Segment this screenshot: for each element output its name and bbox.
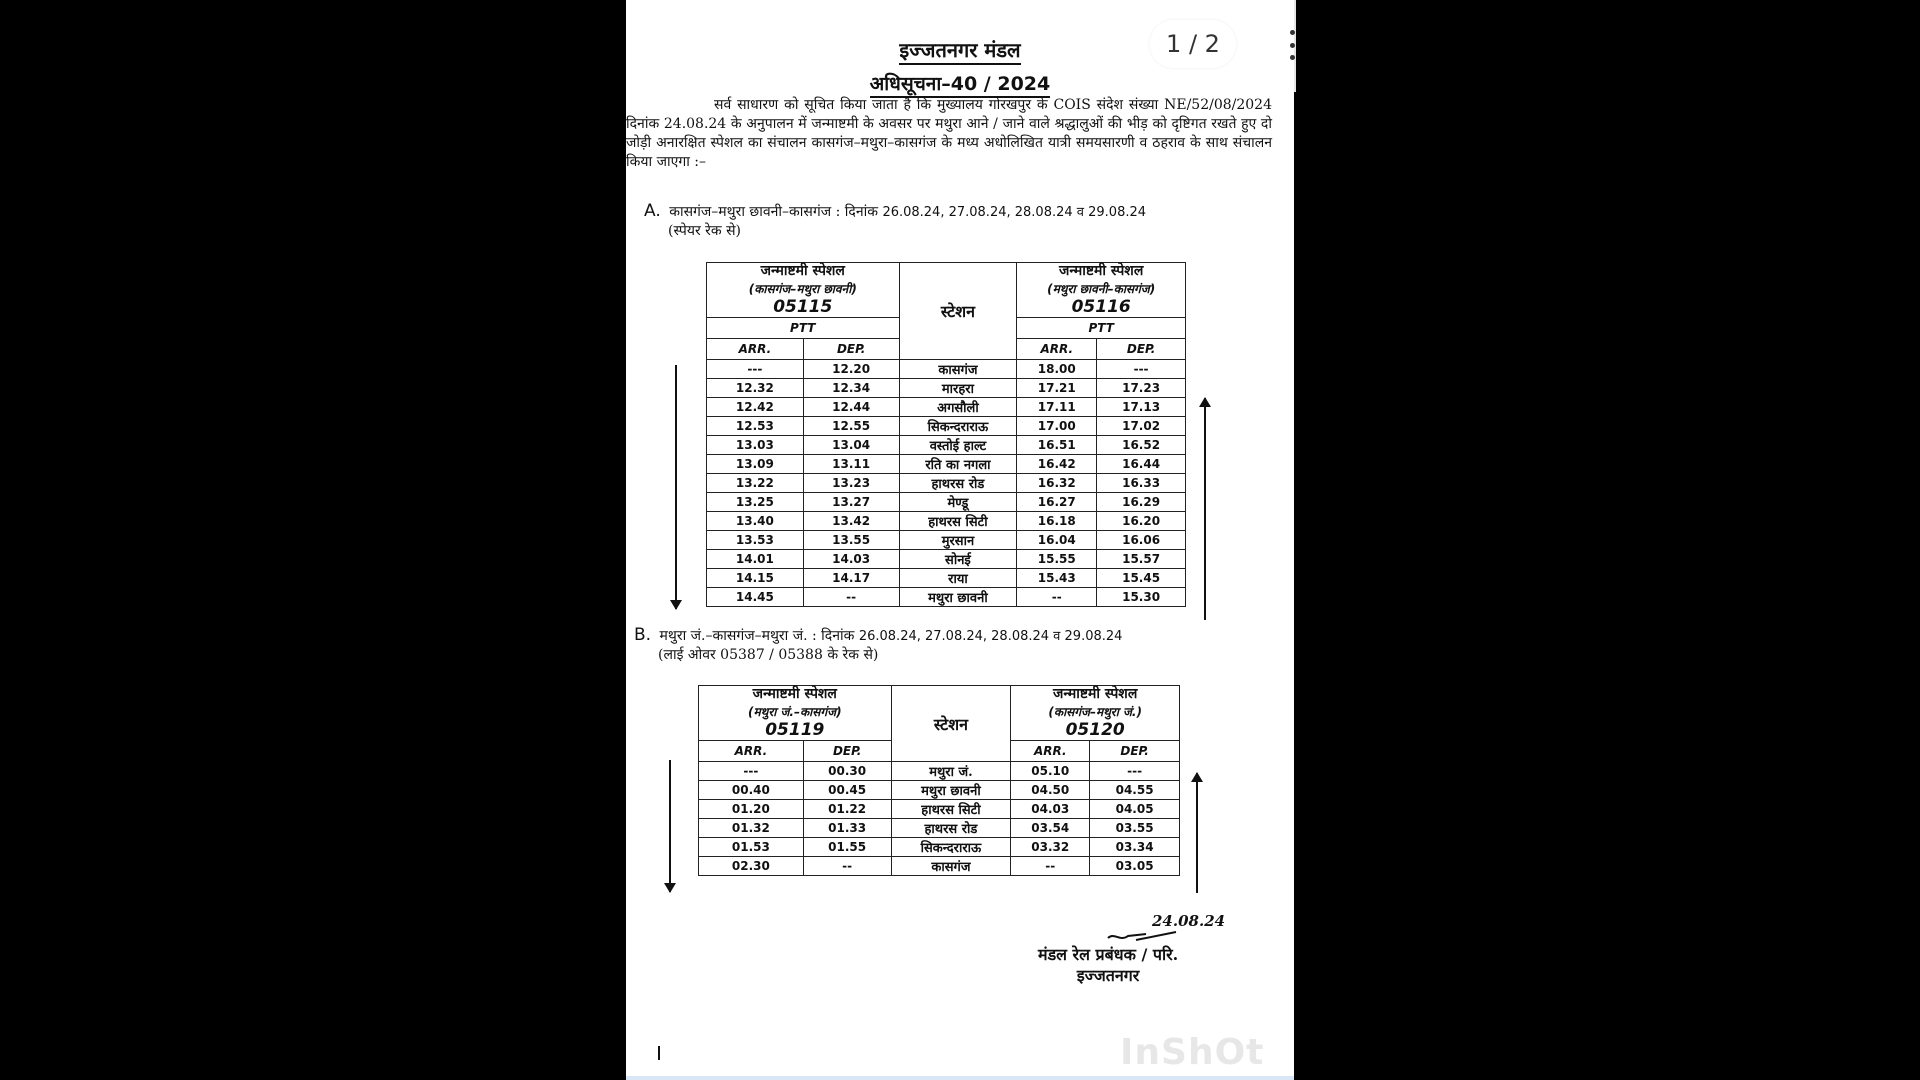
time-cell: 16.52 [1097, 436, 1186, 455]
time-cell: 03.05 [1090, 857, 1180, 876]
time-cell: 16.27 [1017, 493, 1097, 512]
section-b-rake-note: (लाई ओवर 05387 / 05388 के रेक से) [658, 647, 879, 663]
ta-left-train-no: 05115 [773, 297, 833, 317]
signature-date: 24.08.24 [1152, 912, 1226, 930]
time-cell: 17.02 [1097, 417, 1186, 436]
station-name: हाथरस रोड [899, 474, 1017, 493]
tb-right-title: जन्माष्टमी स्पेशल [1053, 686, 1138, 702]
time-cell: -- [803, 588, 899, 607]
station-name: वस्तोई हाल्ट [899, 436, 1017, 455]
station-name: सिकन्दराराऊ [899, 417, 1017, 436]
time-cell: 12.53 [707, 417, 804, 436]
time-cell: 02.30 [699, 857, 804, 876]
time-cell: 12.34 [803, 379, 899, 398]
ta-left-title: जन्माष्टमी स्पेशल [760, 263, 845, 279]
time-cell: 17.21 [1017, 379, 1097, 398]
time-cell: 17.13 [1097, 398, 1186, 417]
station-name: राया [899, 569, 1017, 588]
time-cell: 13.03 [707, 436, 804, 455]
section-a-route: कासगंज–मथुरा छावनी–कासगंज : दिनांक [669, 204, 878, 220]
time-cell: 16.51 [1017, 436, 1097, 455]
ta-right-dep-header: DEP. [1097, 339, 1186, 360]
table-row [707, 512, 1186, 531]
time-cell: 16.33 [1097, 474, 1186, 493]
document-page [626, 0, 1294, 1080]
time-cell: 14.15 [707, 569, 804, 588]
section-b-route: मथुरा जं.–कासगंज–मथुरा जं. : दिनांक [659, 628, 855, 644]
tb-left-route: (मथुरा जं.–कासगंज) [747, 705, 842, 719]
time-cell: 00.45 [803, 781, 891, 800]
time-cell: 13.42 [803, 512, 899, 531]
notice-title: अधिसूचना–40 / 2024 [870, 73, 1051, 98]
ta-right-title: जन्माष्टमी स्पेशल [1059, 263, 1144, 279]
time-cell: 16.29 [1097, 493, 1186, 512]
time-cell: 12.42 [707, 398, 804, 417]
text-cursor [658, 1046, 660, 1060]
time-cell: 14.45 [707, 588, 804, 607]
time-cell: 04.50 [1011, 781, 1090, 800]
time-cell: -- [803, 857, 891, 876]
time-cell: 13.04 [803, 436, 899, 455]
table-row [699, 857, 1180, 876]
table-row [699, 819, 1180, 838]
signature-designation: मंडल रेल प्रबंधक / परि. [1038, 945, 1179, 964]
table-row [699, 838, 1180, 857]
station-name: मथुरा जं. [891, 762, 1011, 781]
time-cell: 16.20 [1097, 512, 1186, 531]
table-row [707, 588, 1186, 607]
table-row [707, 493, 1186, 512]
up-arrow [1196, 773, 1198, 893]
time-cell: --- [1090, 762, 1180, 781]
time-cell: 01.32 [699, 819, 804, 838]
time-cell: 13.55 [803, 531, 899, 550]
ta-right-arr-header: ARR. [1017, 339, 1097, 360]
ta-right-train-no: 05116 [1071, 297, 1131, 317]
time-cell: 14.03 [803, 550, 899, 569]
station-name: कासगंज [899, 360, 1017, 379]
up-arrow [1204, 398, 1206, 620]
signature-place: इज्जतनगर [1076, 966, 1140, 985]
tb-left-arr-header: ARR. [699, 741, 804, 762]
ta-right-ptt: PTT [1017, 318, 1186, 339]
time-cell: 17.23 [1097, 379, 1186, 398]
time-cell: 14.01 [707, 550, 804, 569]
table-row [707, 474, 1186, 493]
ta-left-dep-header: DEP. [803, 339, 899, 360]
table-row [707, 379, 1186, 398]
ta-station-header: स्टेशन [899, 263, 1017, 360]
time-cell: 13.22 [707, 474, 804, 493]
time-cell: 03.54 [1011, 819, 1090, 838]
timetable-b-body [699, 762, 1180, 876]
table-row [707, 360, 1186, 379]
table-row [707, 550, 1186, 569]
time-cell: 16.32 [1017, 474, 1097, 493]
section-a-marker: A. [644, 201, 661, 221]
station-name: हाथरस रोड [891, 819, 1011, 838]
station-name: रति का नगला [899, 455, 1017, 474]
table-row [707, 531, 1186, 550]
tb-left-train-no: 05119 [765, 720, 825, 740]
bottom-bar [626, 1076, 1294, 1080]
time-cell: 15.45 [1097, 569, 1186, 588]
time-cell: 03.55 [1090, 819, 1180, 838]
time-cell: 17.00 [1017, 417, 1097, 436]
time-cell: 12.32 [707, 379, 804, 398]
timetable-a [706, 262, 1186, 607]
time-cell: 13.40 [707, 512, 804, 531]
down-arrow [675, 365, 677, 609]
time-cell: 14.17 [803, 569, 899, 588]
time-cell: 03.34 [1090, 838, 1180, 857]
app-watermark: InShOt [1120, 1032, 1265, 1073]
table-row [707, 436, 1186, 455]
time-cell: 00.30 [803, 762, 891, 781]
page-counter: 1 / 2 [1150, 20, 1236, 68]
time-cell: --- [699, 762, 804, 781]
time-cell: 17.11 [1017, 398, 1097, 417]
section-a-heading [644, 202, 1274, 241]
down-arrow [669, 760, 671, 892]
station-name: मुरसान [899, 531, 1017, 550]
time-cell: 03.32 [1011, 838, 1090, 857]
time-cell: 12.55 [803, 417, 899, 436]
time-cell: 18.00 [1017, 360, 1097, 379]
ta-left-route: (कासगंज–मथुरा छावनी) [748, 282, 857, 296]
time-cell: 15.55 [1017, 550, 1097, 569]
time-cell: 15.43 [1017, 569, 1097, 588]
table-row [707, 417, 1186, 436]
station-name: मारहरा [899, 379, 1017, 398]
time-cell: 01.33 [803, 819, 891, 838]
tb-station-header: स्टेशन [891, 686, 1011, 762]
time-cell: 13.53 [707, 531, 804, 550]
time-cell: 01.20 [699, 800, 804, 819]
time-cell: 04.55 [1090, 781, 1180, 800]
station-name: सिकन्दराराऊ [891, 838, 1011, 857]
station-name: हाथरस सिटी [891, 800, 1011, 819]
time-cell: -- [1017, 588, 1097, 607]
tb-right-dep-header: DEP. [1090, 741, 1180, 762]
table-row [707, 455, 1186, 474]
time-cell: 01.55 [803, 838, 891, 857]
time-cell: 15.30 [1097, 588, 1186, 607]
table-row [707, 569, 1186, 588]
time-cell: --- [1097, 360, 1186, 379]
time-cell: 01.53 [699, 838, 804, 857]
station-name: मेण्डू [899, 493, 1017, 512]
time-cell: 00.40 [699, 781, 804, 800]
time-cell: 12.20 [803, 360, 899, 379]
table-row [699, 781, 1180, 800]
time-cell: 13.23 [803, 474, 899, 493]
section-b-dates: 26.08.24, 27.08.24, 28.08.24 व 29.08.24 [858, 629, 1123, 644]
time-cell: 04.03 [1011, 800, 1090, 819]
section-a-dates: 26.08.24, 27.08.24, 28.08.24 व 29.08.24 [882, 205, 1147, 220]
intro-paragraph: सर्व साधारण को सूचित किया जाता है कि मुख्यालय गोरखपुर के COIS संदेश संख्या NE/52/08/2024 दिनांक 24.08.24 के अनुपालन में जन्माष्टमी के अवसर पर मथुरा आने / जाने वाले श्रद्धालुओं की भीड़ को दृष्टिगत रखते हुए दो जोड़ी अनारक्षित स्पेशल का संचालन कासगंज–मथुरा–कासगंज के मध्य अधोलिखित यात्री समयसारणी व ठहराव के साथ संचालन किया जाएगा :– [626, 97, 1272, 170]
division-title: इज्जतनगर मंडल [899, 38, 1020, 65]
time-cell: 13.27 [803, 493, 899, 512]
ta-left-ptt: PTT [707, 318, 900, 339]
tb-right-arr-header: ARR. [1011, 741, 1090, 762]
table-row [699, 800, 1180, 819]
section-b-marker: B. [634, 625, 652, 645]
time-cell: 05.10 [1011, 762, 1090, 781]
ta-right-route: (मथुरा छावनी–कासगंज) [1047, 282, 1156, 296]
time-cell: 16.42 [1017, 455, 1097, 474]
table-row [707, 398, 1186, 417]
time-cell: 12.44 [803, 398, 899, 417]
tb-right-train-no: 05120 [1065, 720, 1125, 740]
station-name: हाथरस सिटी [899, 512, 1017, 531]
time-cell: 13.11 [803, 455, 899, 474]
time-cell: 15.57 [1097, 550, 1186, 569]
timetable-b [698, 685, 1180, 876]
table-row [699, 762, 1180, 781]
tb-left-title: जन्माष्टमी स्पेशल [752, 686, 837, 702]
timetable-a-body [707, 360, 1186, 607]
time-cell: 13.25 [707, 493, 804, 512]
station-name: सोनई [899, 550, 1017, 569]
time-cell: 16.06 [1097, 531, 1186, 550]
more-vertical-icon[interactable] [1290, 30, 1296, 60]
time-cell: -- [1011, 857, 1090, 876]
time-cell: 13.09 [707, 455, 804, 474]
station-name: अगसौली [899, 398, 1017, 417]
time-cell: 16.44 [1097, 455, 1186, 474]
time-cell: 16.18 [1017, 512, 1097, 531]
station-name: मथुरा छावनी [899, 588, 1017, 607]
tb-right-route: (कासगंज–मथुरा जं.) [1048, 705, 1142, 719]
time-cell: --- [707, 360, 804, 379]
station-name: मथुरा छावनी [891, 781, 1011, 800]
section-b-heading [634, 626, 1274, 665]
tb-left-dep-header: DEP. [803, 741, 891, 762]
station-name: कासगंज [891, 857, 1011, 876]
ta-left-arr-header: ARR. [707, 339, 804, 360]
time-cell: 01.22 [803, 800, 891, 819]
section-a-rake-note: (स्पेयर रेक से) [668, 223, 742, 239]
time-cell: 04.05 [1090, 800, 1180, 819]
time-cell: 16.04 [1017, 531, 1097, 550]
